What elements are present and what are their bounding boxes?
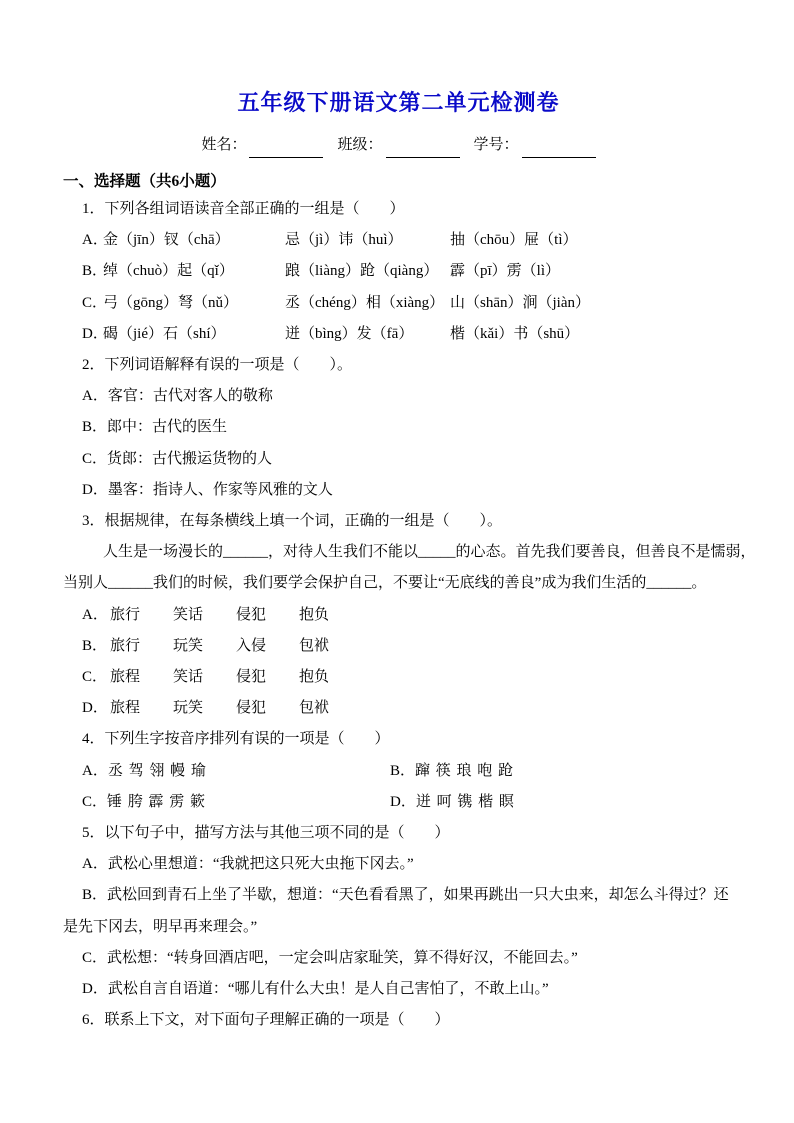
- option-label: D．: [82, 325, 108, 342]
- option-label: D．: [82, 981, 108, 998]
- name-blank-line: [249, 137, 323, 158]
- q2-option-b: [63, 412, 734, 443]
- word-2: 笑话: [173, 606, 204, 623]
- name-label: 姓名：: [201, 137, 247, 153]
- q5-option-b: [63, 880, 734, 942]
- option-label: A．: [82, 232, 108, 249]
- word-2: 玩笑: [173, 700, 204, 717]
- q4-row-1: [82, 756, 734, 787]
- q5-option-d: [63, 974, 734, 1005]
- q3-option-b: [82, 631, 734, 662]
- option-label: B．: [82, 419, 108, 436]
- pinyin-group-1: 碣（jié）石（shí）: [103, 325, 226, 342]
- q2-option-a: [63, 381, 734, 412]
- word-1: 旅行: [110, 637, 141, 654]
- char-list: 迸 呵 镌 楷 瞑: [415, 793, 514, 810]
- q5-stem: 5．以下句子中，描写方法与其他三项不同的是（ ）: [82, 825, 450, 842]
- option-label: A．: [82, 606, 108, 623]
- questions-area: [63, 194, 756, 1036]
- word-1: 旅程: [110, 669, 141, 686]
- q5-option-a: [63, 849, 734, 880]
- option-label: A．: [82, 388, 108, 405]
- q3-option-d: [82, 693, 734, 724]
- q3-option-c: [82, 662, 734, 693]
- word-4: 包袱: [299, 637, 330, 654]
- word-1: 旅程: [110, 700, 141, 717]
- option-label: C．: [82, 450, 108, 467]
- word-3: 侵犯: [236, 700, 267, 717]
- option-label: A．: [82, 856, 108, 873]
- pinyin-group-3: 霹（pī）雳（lì）: [450, 263, 561, 280]
- q6-stem: 6．联系上下文，对下面句子理解正确的一项是（ ）: [82, 1012, 450, 1029]
- char-list: 丞 驾 翎 幔 瑜: [107, 762, 206, 779]
- q1-option-b: [82, 256, 734, 287]
- name-field: [201, 132, 323, 158]
- student-id-label: 学号：: [473, 137, 519, 153]
- word-4: 包袱: [299, 700, 330, 717]
- option-label: C．: [82, 294, 108, 311]
- pinyin-group-3: 山（shān）涧（jiàn）: [450, 294, 590, 311]
- word-1: 旅行: [110, 606, 141, 623]
- option-text: 墨客：指诗人、作家等风雅的文人: [107, 481, 333, 498]
- q1-option-d: [82, 319, 734, 350]
- q1-stem: 1．下列各组词语读音全部正确的一组是（ ）: [82, 201, 405, 217]
- pinyin-group-1: 金（jīn）钗（chā）: [103, 232, 230, 249]
- option-label: D．: [82, 481, 108, 498]
- word-4: 抱负: [299, 669, 330, 686]
- option-label: C．: [82, 669, 108, 686]
- student-id-blank-line: [522, 137, 596, 158]
- q1-option-a: [82, 225, 734, 256]
- doc-title: 五年级下册语文第二单元检测卷: [237, 90, 560, 115]
- q3-passage-line-1: 人生是一场漫长的______，对待人生我们不能以_____的心态。首先我们要善良，但善良不是懦弱，: [103, 544, 756, 561]
- option-label: D．: [390, 793, 416, 810]
- class-blank-line: [386, 137, 460, 158]
- word-3: 入侵: [236, 637, 267, 654]
- char-list: 锤 胯 霹 雳 簌: [107, 793, 206, 810]
- student-id-field: [474, 132, 596, 158]
- option-text: 郎中：古代的医生: [107, 419, 228, 436]
- q3-passage-line-2: 当别人______我们的时候，我们要学会保护自己，不要让“无底线的善良”成为我们生活的______。: [63, 575, 707, 592]
- char-list: 蹿 筷 琅 咆 跄: [415, 762, 514, 779]
- option-label: D．: [82, 700, 108, 717]
- q4-stem: 4．下列生字按音序排列有误的一项是（ ）: [82, 731, 390, 748]
- word-3: 侵犯: [236, 669, 267, 686]
- option-text: 客官：古代对客人的敬称: [107, 388, 273, 405]
- q2-option-d: [63, 475, 734, 506]
- option-label: B．: [82, 637, 108, 654]
- word-4: 抱负: [299, 606, 330, 623]
- q4-option-a: [82, 756, 390, 787]
- pinyin-group-1: 弓（gōng）弩（nǔ）: [103, 294, 239, 311]
- section-heading: 一、选择题（共6小题）: [63, 173, 226, 190]
- option-label: B．: [390, 762, 416, 779]
- class-field: [337, 132, 459, 158]
- q4-row-2: [82, 787, 734, 818]
- option-label: B．: [82, 887, 108, 904]
- q5-option-c: [63, 943, 734, 974]
- pinyin-group-2: 迸（bìng）发（fā）: [285, 325, 414, 342]
- q3-stem: 3．根据规律，在每条横线上填一个词，正确的一组是（ ）。: [82, 513, 503, 530]
- pinyin-group-3: 抽（chōu）屉（tì）: [450, 232, 578, 249]
- q2-stem: 2．下列词语解释有误的一项是（ ）。: [82, 357, 353, 374]
- pinyin-group-2: 踉（liàng）跄（qiàng）: [285, 263, 439, 280]
- q1-option-c: [82, 288, 734, 319]
- pinyin-group-1: 绰（chuò）起（qǐ）: [103, 263, 234, 280]
- option-text: 武松想：“转身回酒店吧，一定会叫店家耻笑，算不得好汉，不能回去。”: [107, 949, 578, 966]
- q4-option-c: [82, 787, 390, 818]
- option-text: 武松自言自语道：“哪儿有什么大虫！是人自己害怕了，不敢上山。”: [107, 981, 549, 998]
- q4-option-b: [390, 756, 513, 787]
- pinyin-group-2: 丞（chéng）相（xiàng）: [285, 294, 445, 311]
- name-fields-line: [63, 132, 734, 158]
- word-2: 玩笑: [173, 637, 204, 654]
- q3-option-a: [82, 600, 734, 631]
- option-label: C．: [82, 949, 108, 966]
- option-text: 货郎：古代搬运货物的人: [107, 450, 273, 467]
- word-3: 侵犯: [236, 606, 267, 623]
- q4-option-d: [390, 787, 514, 818]
- class-label: 班级：: [337, 137, 383, 153]
- option-text: 武松回到青石上坐了半歇，想道：“天色看看黑了，如果再跳出一只大虫来，却怎么斗得过？还是先下冈去，明早再来理会。”: [63, 887, 729, 935]
- option-text: 武松心里想道：“我就把这只死大虫拖下冈去。”: [107, 856, 414, 873]
- option-label: A．: [82, 762, 108, 779]
- option-label: C．: [82, 793, 108, 810]
- pinyin-group-3: 楷（kǎi）书（shū）: [450, 325, 580, 342]
- word-2: 笑话: [173, 669, 204, 686]
- q2-option-c: [63, 444, 734, 475]
- pinyin-group-2: 忌（jì）讳（huì）: [285, 232, 403, 249]
- option-label: B．: [82, 263, 108, 280]
